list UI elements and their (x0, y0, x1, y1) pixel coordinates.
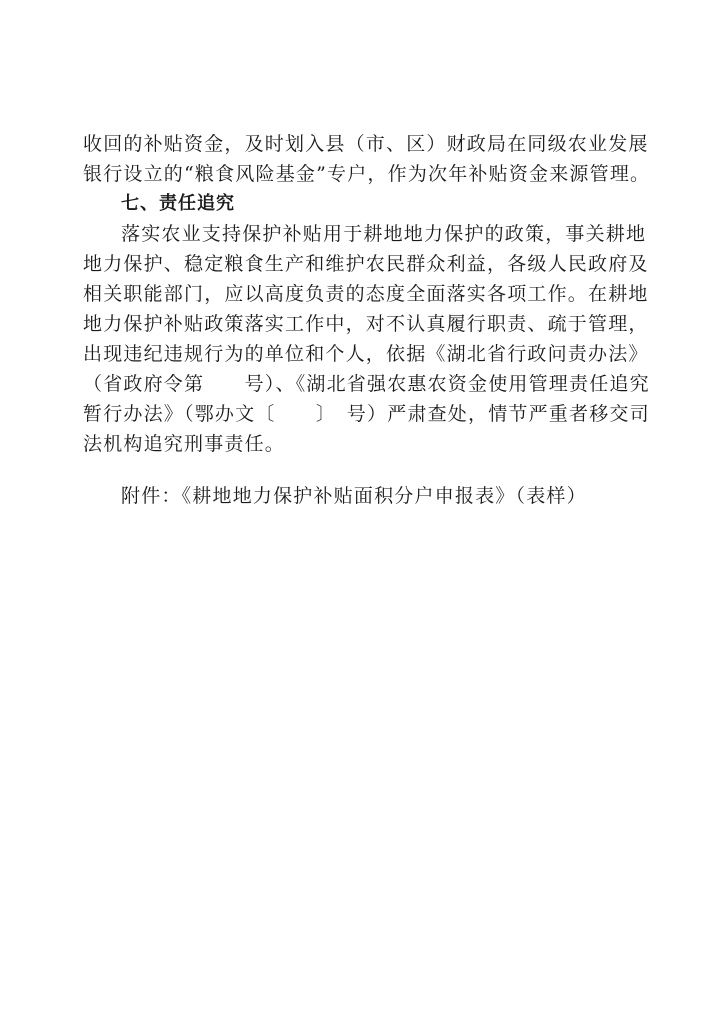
text-line: 暂行办法》（鄂办文〔 〕 号）严肃查处，情节严重者移交司 (83, 403, 650, 425)
attachment-note: 附件：《耕地地力保护补贴面积分户申报表》（表样） (121, 485, 587, 507)
text-line: 收回的补贴资金，及时划入县（市、区）财政局在同级农业发展 (83, 133, 649, 155)
document-body (83, 129, 651, 511)
paragraph-accountability (83, 219, 650, 459)
text-line: 出现违纪违规行为的单位和个人，依据《湖北省行政问责办法》 (83, 343, 649, 365)
text-line: 法机构追究刑事责任。 (83, 433, 286, 455)
paragraph-gap (83, 459, 643, 481)
text-line: （省政府令第 号）、《湖北省强农惠农资金使用管理责任追究 (83, 373, 650, 395)
text-line: 地力保护、稳定粮食生产和维护农民群众利益，各级人民政府及 (83, 253, 649, 275)
text-line: 地力保护补贴政策落实工作中，对不认真履行职责、疏于管理， (83, 313, 649, 335)
text-line: 落实农业支持保护补贴用于耕地地力保护的政策，事关耕地 (121, 223, 647, 245)
text-line: 相关职能部门，应以高度负责的态度全面落实各项工作。在耕地 (83, 283, 649, 305)
paragraph-fund-return (83, 129, 651, 189)
text-line: 银行设立的“粮食风险基金”专户，作为次年补贴资金来源管理。 (83, 163, 651, 185)
section-heading: 七、责任追究 (121, 193, 235, 214)
